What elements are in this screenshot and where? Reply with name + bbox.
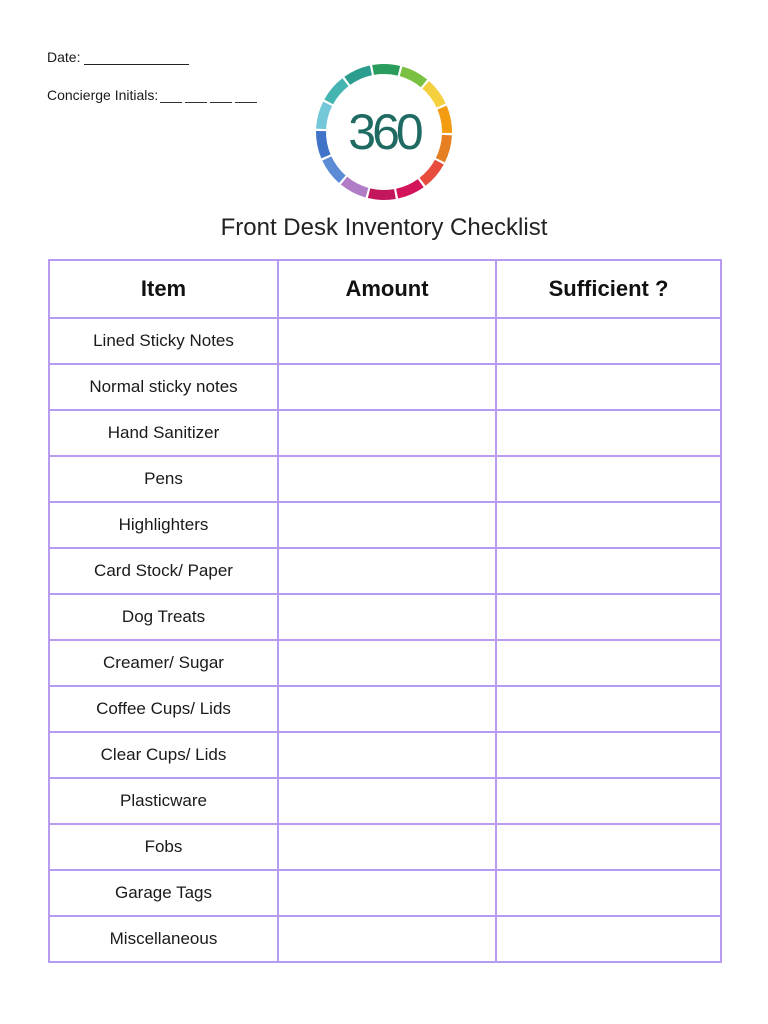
logo-ring-segment <box>442 108 447 133</box>
date-field[interactable] <box>47 49 189 65</box>
item-cell: Creamer/ Sugar <box>49 640 278 686</box>
logo-ring-segment <box>344 181 367 193</box>
amount-cell[interactable] <box>278 318 496 364</box>
date-input-line[interactable] <box>84 50 189 65</box>
sufficient-cell[interactable] <box>496 824 721 870</box>
sufficient-cell[interactable] <box>496 548 721 594</box>
table-row <box>49 456 721 502</box>
logo-ring-segment <box>321 131 326 156</box>
item-cell: Garage Tags <box>49 870 278 916</box>
sufficient-cell[interactable] <box>496 916 721 962</box>
item-cell: Plasticware <box>49 778 278 824</box>
amount-cell[interactable] <box>278 640 496 686</box>
amount-cell[interactable] <box>278 410 496 456</box>
logo-ring-segment <box>397 183 421 193</box>
amount-cell[interactable] <box>278 870 496 916</box>
item-cell: Dog Treats <box>49 594 278 640</box>
sufficient-cell[interactable] <box>496 456 721 502</box>
item-cell: Normal sticky notes <box>49 364 278 410</box>
inventory-table <box>48 259 722 963</box>
amount-cell[interactable] <box>278 594 496 640</box>
amount-cell[interactable] <box>278 686 496 732</box>
table-header-row <box>49 260 721 318</box>
concierge-initials-label: Concierge Initials: <box>47 87 159 103</box>
amount-cell[interactable] <box>278 916 496 962</box>
item-cell: Card Stock/ Paper <box>49 548 278 594</box>
amount-cell[interactable] <box>278 548 496 594</box>
date-label: Date: <box>47 49 81 65</box>
sufficient-cell[interactable] <box>496 502 721 548</box>
table-row <box>49 870 721 916</box>
company-logo <box>312 60 456 204</box>
logo-ring-segment <box>401 71 424 83</box>
sufficient-cell[interactable] <box>496 594 721 640</box>
table-row <box>49 686 721 732</box>
table-row <box>49 916 721 962</box>
table-row <box>49 732 721 778</box>
item-cell: Pens <box>49 456 278 502</box>
sufficient-cell[interactable] <box>496 870 721 916</box>
amount-cell[interactable] <box>278 778 496 824</box>
sufficient-cell[interactable] <box>496 686 721 732</box>
item-cell: Highlighters <box>49 502 278 548</box>
table-row <box>49 640 721 686</box>
amount-cell[interactable] <box>278 502 496 548</box>
column-header-amount: Amount <box>278 260 496 318</box>
logo-ring-segment <box>369 193 395 195</box>
sufficient-cell[interactable] <box>496 732 721 778</box>
item-cell: Miscellaneous <box>49 916 278 962</box>
amount-cell[interactable] <box>278 364 496 410</box>
logo-ring-segment <box>423 162 440 182</box>
logo-ring-segment <box>440 135 447 160</box>
table-row <box>49 594 721 640</box>
sufficient-cell[interactable] <box>496 364 721 410</box>
sufficient-cell[interactable] <box>496 318 721 364</box>
amount-cell[interactable] <box>278 824 496 870</box>
logo-ring-segment <box>329 82 346 102</box>
table-row <box>49 318 721 364</box>
item-cell: Clear Cups/ Lids <box>49 732 278 778</box>
concierge-initials-field[interactable] <box>47 87 260 103</box>
item-cell: Fobs <box>49 824 278 870</box>
item-cell: Coffee Cups/ Lids <box>49 686 278 732</box>
logo-ring-segment <box>347 70 371 80</box>
sufficient-cell[interactable] <box>496 778 721 824</box>
table-row <box>49 410 721 456</box>
logo-ring-segment <box>373 69 399 71</box>
column-header-item: Item <box>49 260 278 318</box>
item-cell: Lined Sticky Notes <box>49 318 278 364</box>
sufficient-cell[interactable] <box>496 640 721 686</box>
initials-input-lines[interactable] <box>160 88 260 103</box>
table-row <box>49 824 721 870</box>
logo-ring-segment <box>321 104 328 129</box>
amount-cell[interactable] <box>278 732 496 778</box>
logo-ring-segment <box>327 158 342 179</box>
column-header-sufficient: Sufficient ? <box>496 260 721 318</box>
table-row <box>49 502 721 548</box>
logo-ring-segment <box>426 85 441 106</box>
table-row <box>49 364 721 410</box>
sufficient-cell[interactable] <box>496 410 721 456</box>
table-row <box>49 548 721 594</box>
item-cell: Hand Sanitizer <box>49 410 278 456</box>
page-title: Front Desk Inventory Checklist <box>220 214 548 241</box>
table-row <box>49 778 721 824</box>
logo-text: 360 <box>348 104 420 160</box>
amount-cell[interactable] <box>278 456 496 502</box>
